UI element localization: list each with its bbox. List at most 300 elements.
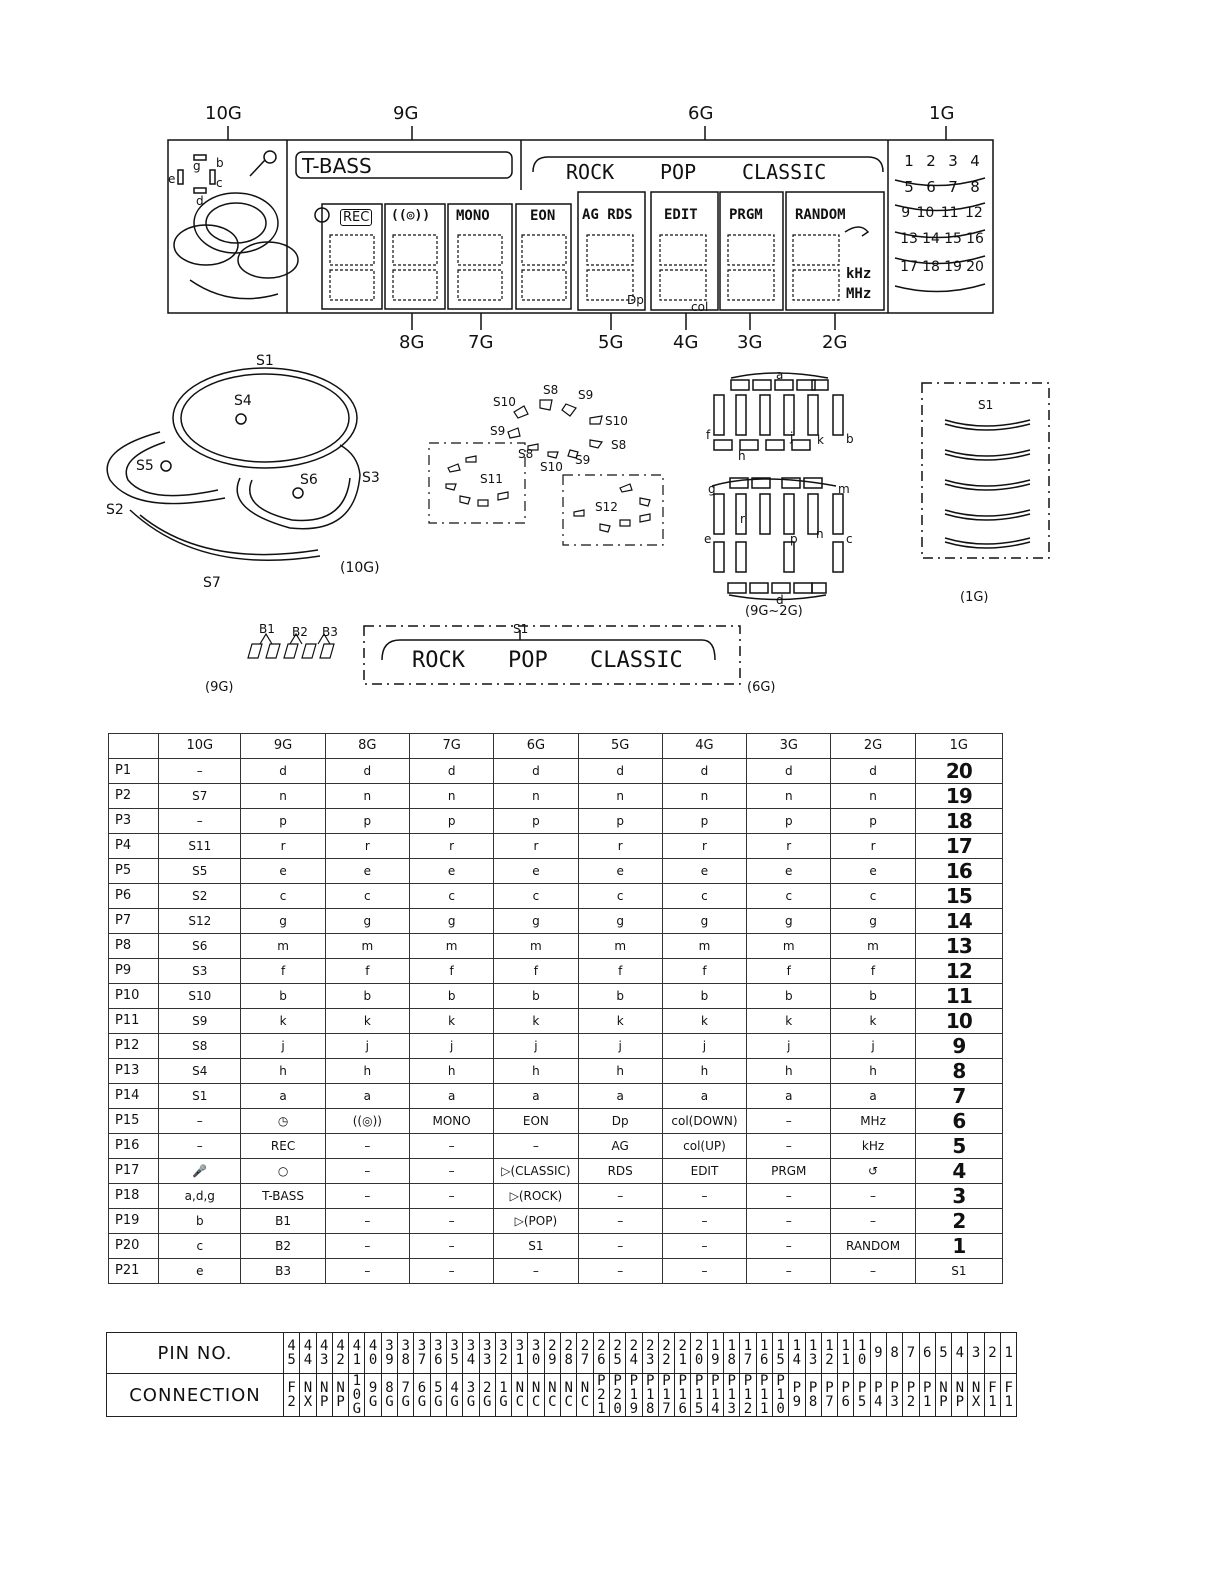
grid-label-9g: 9G (393, 103, 419, 124)
table-cell: 17 (915, 833, 1002, 858)
row-header: P19 (109, 1208, 159, 1233)
row-header: P14 (109, 1083, 159, 1108)
table-cell: m (494, 933, 578, 958)
pin-number-cell: 9 (870, 1333, 886, 1374)
connection-cell: N X (968, 1374, 984, 1417)
connection-cell: N P (935, 1374, 951, 1417)
row-header: P3 (109, 808, 159, 833)
num-12: 12 (964, 205, 983, 221)
pin-number-cell: 2 4 (626, 1333, 642, 1374)
detail-s2: S2 (106, 502, 124, 518)
table-cell: g (831, 908, 915, 933)
table-row (109, 883, 1003, 908)
table-cell: p (747, 808, 831, 833)
detail-s1: S1 (256, 353, 274, 369)
connection-cell: P 5 (854, 1374, 870, 1417)
grid-label-5g: 5G (598, 332, 624, 353)
table-row (109, 783, 1003, 808)
table-cell: p (831, 808, 915, 833)
pin-number-cell: 1 3 (805, 1333, 821, 1374)
connection-cell: P 8 (805, 1374, 821, 1417)
detail-pop: POP (508, 648, 548, 673)
connection-cell: P 1 3 (724, 1374, 740, 1417)
table-cell: – (578, 1233, 662, 1258)
table-cell: m (831, 933, 915, 958)
pin-number-cell: 1 6 (756, 1333, 772, 1374)
table-cell: c (747, 883, 831, 908)
connection-cell: 8 G (381, 1374, 397, 1417)
column-header: 2G (831, 734, 915, 759)
connection-cell: 7 G (398, 1374, 414, 1417)
table-cell: b (241, 983, 325, 1008)
table-cell: a (662, 1083, 746, 1108)
table-cell: MONO (409, 1108, 493, 1133)
pin-number-cell: 3 8 (398, 1333, 414, 1374)
lcd-classic: CLASSIC (742, 160, 827, 184)
table-cell: p (241, 808, 325, 833)
table-cell: m (578, 933, 662, 958)
table-cell: g (325, 908, 409, 933)
connection-cell: F 1 (1001, 1374, 1017, 1417)
table-cell: f (241, 958, 325, 983)
table-cell: MHz (831, 1108, 915, 1133)
table-cell: p (325, 808, 409, 833)
table-cell: kHz (831, 1133, 915, 1158)
detail-b3: B3 (322, 625, 338, 639)
num-4: 4 (970, 152, 980, 170)
table-cell: – (747, 1258, 831, 1283)
pin-number-cell: 1 1 (838, 1333, 854, 1374)
table-cell: c (409, 883, 493, 908)
row-header: P4 (109, 833, 159, 858)
table-cell: k (241, 1008, 325, 1033)
lcd-1g-numbers (898, 152, 986, 285)
row-header: P6 (109, 883, 159, 908)
table-cell: n (831, 783, 915, 808)
lcd-mono: MONO (456, 208, 490, 224)
table-cell: h (662, 1058, 746, 1083)
pin-number-cell: 2 5 (609, 1333, 625, 1374)
table-cell: f (662, 958, 746, 983)
table-row (109, 1158, 1003, 1183)
connection-cell: P 7 (821, 1374, 837, 1417)
connection-cell: N C (544, 1374, 560, 1417)
table-cell: c (241, 883, 325, 908)
table-cell: b (662, 983, 746, 1008)
pin-number-cell: 1 2 (821, 1333, 837, 1374)
connection-cell: N P (316, 1374, 332, 1417)
table-cell: T-BASS (241, 1183, 325, 1208)
table-cell: b (747, 983, 831, 1008)
lcd-random: RANDOM (795, 207, 846, 223)
table-cell: S11 (159, 833, 241, 858)
table-cell: 11 (915, 983, 1002, 1008)
table-cell: S3 (159, 958, 241, 983)
table-cell: S8 (159, 1033, 241, 1058)
pin-number-cell: 3 2 (495, 1333, 511, 1374)
table-cell: – (578, 1183, 662, 1208)
table-cell: – (325, 1133, 409, 1158)
lcd-rock: ROCK (566, 160, 615, 184)
pin-number-cell: 2 6 (593, 1333, 609, 1374)
table-cell: S7 (159, 783, 241, 808)
pin-number-cell: 2 (984, 1333, 1000, 1374)
table-cell: c (494, 883, 578, 908)
table-cell: a (494, 1083, 578, 1108)
table-cell: ▷(ROCK) (494, 1183, 578, 1208)
table-cell: a,d,g (159, 1183, 241, 1208)
table-cell: c (662, 883, 746, 908)
table-cell: g (494, 908, 578, 933)
table-cell: e (662, 858, 746, 883)
table-cell: k (325, 1008, 409, 1033)
grid-label-3g: 3G (737, 332, 763, 353)
lcd-tbass: T-BASS (302, 154, 372, 178)
table-cell: S5 (159, 858, 241, 883)
table-cell: j (325, 1033, 409, 1058)
table-cell: col(DOWN) (662, 1108, 746, 1133)
row-header: P21 (109, 1258, 159, 1283)
pin-no-header: PIN NO. (107, 1333, 284, 1374)
detail-6g-caption: (6G) (747, 680, 776, 695)
seg-letter-k: k (817, 433, 824, 447)
column-header: 5G (578, 734, 662, 759)
table-cell: b (409, 983, 493, 1008)
table-cell: n (578, 783, 662, 808)
table-cell: h (578, 1058, 662, 1083)
table-cell: – (325, 1208, 409, 1233)
column-header: 3G (747, 734, 831, 759)
detail-s5: S5 (136, 458, 154, 474)
row-header: P9 (109, 958, 159, 983)
table-cell: 15 (915, 883, 1002, 908)
detail-s8-a: S8 (543, 383, 559, 397)
table-cell: g (747, 908, 831, 933)
grid-label-8g: 8G (399, 332, 425, 353)
table-cell: f (578, 958, 662, 983)
table-cell: r (578, 833, 662, 858)
table-row (109, 1233, 1003, 1258)
connection-cell: N C (577, 1374, 593, 1417)
pin-number-cell: 1 5 (772, 1333, 788, 1374)
table-cell: – (159, 1108, 241, 1133)
table-cell: k (662, 1008, 746, 1033)
grid-label-7g: 7G (468, 332, 494, 353)
num-6: 6 (926, 178, 936, 196)
table-cell: Dp (578, 1108, 662, 1133)
seg-letter-j: j (790, 430, 794, 444)
row-header: P16 (109, 1133, 159, 1158)
row-header: P15 (109, 1108, 159, 1133)
table-cell: 12 (915, 958, 1002, 983)
table-cell: r (747, 833, 831, 858)
column-header (109, 734, 159, 759)
table-cell: h (831, 1058, 915, 1083)
seg-letter-e: e (704, 532, 712, 546)
pin-number-cell: 3 (968, 1333, 984, 1374)
connection-cell: P 1 4 (707, 1374, 723, 1417)
pin-number-cell: 1 4 (789, 1333, 805, 1374)
column-header: 9G (241, 734, 325, 759)
table-cell: ▷(POP) (494, 1208, 578, 1233)
pin-number-cell: 7 (903, 1333, 919, 1374)
seg-letter-n: n (816, 527, 824, 541)
table-cell: f (494, 958, 578, 983)
pin-number-cell: 3 1 (512, 1333, 528, 1374)
table-cell: h (409, 1058, 493, 1083)
table-cell: – (409, 1158, 493, 1183)
table-cell: 2 (915, 1208, 1002, 1233)
grid-label-6g: 6G (688, 103, 714, 124)
table-cell: c (831, 883, 915, 908)
pin-number-cell: 1 (1001, 1333, 1017, 1374)
table-cell: r (662, 833, 746, 858)
table-cell: RDS (578, 1158, 662, 1183)
connection-cell: P 1 5 (691, 1374, 707, 1417)
table-cell: e (747, 858, 831, 883)
table-cell: REC (241, 1133, 325, 1158)
connection-cell: P 2 0 (609, 1374, 625, 1417)
num-17: 17 (900, 259, 918, 275)
detail-s9-b: S9 (490, 424, 506, 438)
table-cell: – (747, 1233, 831, 1258)
seg-letter-d: d (776, 593, 784, 607)
detail-s8-b: S8 (611, 438, 627, 452)
pin-number-cell: 2 2 (658, 1333, 674, 1374)
connection-cell: P 3 (886, 1374, 902, 1417)
table-cell: j (578, 1033, 662, 1058)
pin-number-cell: 4 (952, 1333, 968, 1374)
lcd-seg-g: g (193, 159, 201, 173)
pin-number-cell: 3 9 (381, 1333, 397, 1374)
num-1: 1 (904, 152, 914, 170)
table-cell: – (409, 1258, 493, 1283)
pin-number-cell: 6 (919, 1333, 935, 1374)
table-cell: f (747, 958, 831, 983)
table-cell: B2 (241, 1233, 325, 1258)
lcd-col: col (691, 300, 709, 314)
row-header: P17 (109, 1158, 159, 1183)
table-cell: h (747, 1058, 831, 1083)
table-cell: – (831, 1208, 915, 1233)
table-cell: – (409, 1233, 493, 1258)
table-cell: c (159, 1233, 241, 1258)
table-row (109, 908, 1003, 933)
table-cell: g (409, 908, 493, 933)
column-header: 8G (325, 734, 409, 759)
table-cell: ((◎)) (325, 1108, 409, 1133)
table-cell: r (325, 833, 409, 858)
pin-number-cell: 4 5 (284, 1333, 300, 1374)
table-cell: S4 (159, 1058, 241, 1083)
detail-s12: S12 (595, 500, 618, 514)
table-cell: k (578, 1008, 662, 1033)
column-header: 4G (662, 734, 746, 759)
pin-connection-table (106, 1332, 1017, 1417)
connection-cell: P 1 (919, 1374, 935, 1417)
table-cell: j (409, 1033, 493, 1058)
lcd-seg-b: b (216, 156, 224, 170)
num-14: 14 (922, 231, 940, 247)
table-cell: RANDOM (831, 1233, 915, 1258)
table-cell: j (747, 1033, 831, 1058)
num-8: 8 (970, 178, 980, 196)
table-cell: – (325, 1158, 409, 1183)
table-cell: r (241, 833, 325, 858)
row-header: P2 (109, 783, 159, 808)
connection-cell: 3 G (463, 1374, 479, 1417)
seg-letter-h: h (738, 449, 746, 463)
table-cell: S2 (159, 883, 241, 908)
table-cell: b (494, 983, 578, 1008)
table-header-row (109, 734, 1003, 759)
num-15: 15 (944, 231, 962, 247)
table-cell: p (662, 808, 746, 833)
table-cell: n (241, 783, 325, 808)
connection-cell: N C (561, 1374, 577, 1417)
pin-number-cell: 3 7 (414, 1333, 430, 1374)
table-row (109, 1258, 1003, 1283)
table-cell: a (325, 1083, 409, 1108)
detail-classic: CLASSIC (590, 648, 683, 673)
connection-cell: P 1 6 (675, 1374, 691, 1417)
table-cell: d (409, 758, 493, 783)
table-cell: b (325, 983, 409, 1008)
detail-s10-a: S10 (493, 395, 516, 409)
grid-label-4g: 4G (673, 332, 699, 353)
detail-rock: ROCK (412, 648, 465, 673)
table-cell: – (747, 1133, 831, 1158)
table-cell: – (409, 1133, 493, 1158)
table-row (109, 1208, 1003, 1233)
pin-number-cell: 4 4 (300, 1333, 316, 1374)
pin-number-cell: 4 1 (349, 1333, 365, 1374)
table-cell: ▷(CLASSIC) (494, 1158, 578, 1183)
pin-number-cell: 3 5 (446, 1333, 462, 1374)
detail-s3: S3 (362, 470, 380, 486)
segment-assignment-table (108, 733, 1003, 1284)
table-cell: j (831, 1033, 915, 1058)
table-cell: B1 (241, 1208, 325, 1233)
table-cell: – (159, 1133, 241, 1158)
column-header: 1G (915, 734, 1002, 759)
table-cell: – (662, 1233, 746, 1258)
table-cell: 7 (915, 1083, 1002, 1108)
connection-cell: P 1 7 (658, 1374, 674, 1417)
seg-letter-r: r (740, 512, 745, 526)
table-cell: d (747, 758, 831, 783)
table-cell: – (409, 1208, 493, 1233)
table-cell: col(UP) (662, 1133, 746, 1158)
table-cell: e (241, 858, 325, 883)
detail-s9-a: S9 (578, 388, 594, 402)
table-row (109, 958, 1003, 983)
table-cell: 13 (915, 933, 1002, 958)
lcd-surround: ((◎)) (391, 208, 431, 223)
row-header: P18 (109, 1183, 159, 1208)
detail-b2: B2 (292, 625, 308, 639)
lcd-khz: kHz (846, 266, 872, 282)
lcd-seg-c: c (216, 176, 223, 190)
column-header: 6G (494, 734, 578, 759)
row-header: P20 (109, 1233, 159, 1258)
detail-s10-b: S10 (605, 414, 628, 428)
table-cell: k (409, 1008, 493, 1033)
table-cell: a (578, 1083, 662, 1108)
table-cell: 3 (915, 1183, 1002, 1208)
table-cell: d (662, 758, 746, 783)
pin-number-cell: 3 0 (528, 1333, 544, 1374)
table-cell: – (662, 1183, 746, 1208)
table-cell: 6 (915, 1108, 1002, 1133)
detail-s4: S4 (234, 393, 252, 409)
table-cell: r (831, 833, 915, 858)
table-cell: – (747, 1183, 831, 1208)
table-cell: – (409, 1183, 493, 1208)
connection-cell: P 1 9 (626, 1374, 642, 1417)
connection-cell: P 9 (789, 1374, 805, 1417)
table-cell: S6 (159, 933, 241, 958)
table-cell: h (325, 1058, 409, 1083)
table-cell: a (241, 1083, 325, 1108)
connection-cell: N C (528, 1374, 544, 1417)
pin-number-cell: 3 6 (430, 1333, 446, 1374)
table-cell: k (747, 1008, 831, 1033)
num-9: 9 (901, 205, 911, 221)
detail-s8-c: S8 (518, 447, 534, 461)
num-2: 2 (926, 152, 936, 170)
lcd-rec: REC (340, 209, 372, 226)
table-row (109, 758, 1003, 783)
connection-cell: F 1 (984, 1374, 1000, 1417)
num-18: 18 (922, 259, 940, 275)
table-cell: a (831, 1083, 915, 1108)
table-cell: r (409, 833, 493, 858)
table-cell: – (662, 1208, 746, 1233)
table-cell: m (747, 933, 831, 958)
table-cell: – (325, 1233, 409, 1258)
pin-number-cell: 1 9 (707, 1333, 723, 1374)
pin-number-cell: 8 (886, 1333, 902, 1374)
table-cell: n (409, 783, 493, 808)
table-cell: n (747, 783, 831, 808)
table-cell: 18 (915, 808, 1002, 833)
pin-number-cell: 1 0 (854, 1333, 870, 1374)
detail-1g-s1: S1 (978, 398, 994, 412)
connection-cell: F 2 (284, 1374, 300, 1417)
table-cell: d (578, 758, 662, 783)
table-cell: b (831, 983, 915, 1008)
connection-cell: P 2 1 (593, 1374, 609, 1417)
table-cell: k (831, 1008, 915, 1033)
num-16: 16 (966, 231, 984, 247)
table-cell: – (325, 1258, 409, 1283)
table-cell: EON (494, 1108, 578, 1133)
lcd-eon: EON (530, 208, 556, 224)
table-cell: c (578, 883, 662, 908)
table-cell: p (409, 808, 493, 833)
detail-10g-caption: (10G) (340, 560, 380, 576)
table-cell: 19 (915, 783, 1002, 808)
column-header: 7G (409, 734, 493, 759)
pin-number-cell: 4 0 (365, 1333, 381, 1374)
table-cell: m (662, 933, 746, 958)
table-cell: d (325, 758, 409, 783)
table-cell: 🎤 (159, 1158, 241, 1183)
row-header: P12 (109, 1033, 159, 1058)
pin-number-cell: 5 (935, 1333, 951, 1374)
table-cell: p (494, 808, 578, 833)
